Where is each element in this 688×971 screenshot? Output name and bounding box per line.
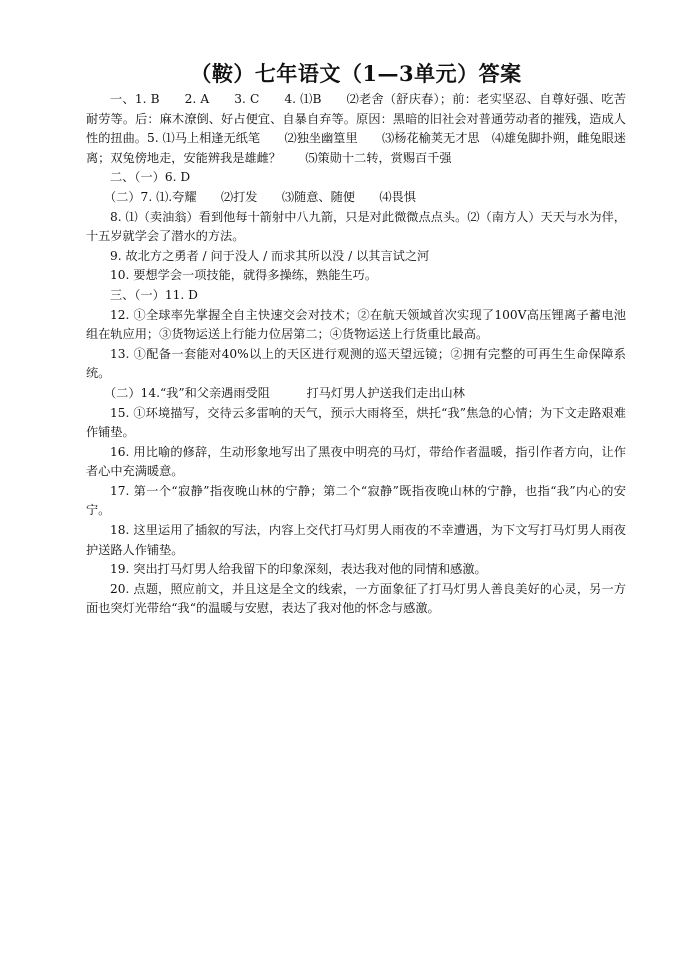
answer-12: 12. ①全球率先掌握全自主快速交会对技术；②在航天领域首次实现了100V高压锂离子蓄电池组在轨应用；③货物运送上行能力位居第二；④货物运送上行货重比最高。 bbox=[86, 307, 626, 342]
answer-8: 8. ⑴（卖油翁）看到他每十箭射中八九箭，只是对此微微点点头。⑵（南方人）天天与水为伴，十五岁就学会了潜水的方法。 bbox=[86, 209, 626, 244]
answer-13: 13. ①配备一套能对40%以上的天区进行观测的巡天望远镜；②拥有完整的可再生生命保障系统。 bbox=[86, 346, 626, 381]
answer-14: （二）14.“我”和父亲遇雨受阻 打马灯男人护送我们走出山林 bbox=[104, 385, 465, 400]
answer-19: 19. 突出打马灯男人给我留下的印象深刻，表达我对他的同情和感激。 bbox=[110, 562, 487, 577]
answer-20: 20. 点题，照应前文，并且这是全文的线索，一方面象征了打马灯男人善良美好的心灵，另一方面也突灯光带给“我“的温暖与安慰，表达了我对他的怀念与感激。 bbox=[86, 581, 626, 616]
answer-section-1: 一、1. B 2. A 3. C 4. ⑴B ⑵老舍（舒庆春）；前：老实坚忍、自尊好强、吃苦耐劳等。后：麻木潦倒、好占便宜、自暴自弃等。原因：黑暗的旧社会对普通劳动者的摧残，造成人性的扭曲。5. ⑴马上相逢无纸笔 ⑵独坐幽篁里 ⑶杨花榆荚无才思 ⑷雄兔脚扑朔，雌兔眼迷离；双兔傍地走，安能辨我是雄雌？ ⑸策勋十二转，赏赐百千强 bbox=[86, 92, 626, 165]
answer-17: 17. 第一个“寂静”指夜晚山林的宁静；第二个“寂静”既指夜晚山林的宁静，也指“我”内心的安宁。 bbox=[86, 483, 626, 518]
answer-section-2-part-2: （二）7. ⑴.夸耀 ⑵打发 ⑶随意、随便 ⑷畏惧 bbox=[104, 189, 416, 204]
answer-16: 16. 用比喻的修辞，生动形象地写出了黑夜中明亮的马灯，带给作者温暖，指引作者方向，让作者心中充满暖意。 bbox=[86, 444, 626, 479]
answer-section-2-part-1: 二、（一）6. D bbox=[110, 170, 191, 185]
answer-section-3-part-1: 三、（一）11. D bbox=[110, 287, 198, 302]
answer-18: 18. 这里运用了插叙的写法，内容上交代打马灯男人雨夜的不幸遭遇，为下文写打马灯男人雨夜护送路人作铺垫。 bbox=[86, 523, 626, 557]
answer-9: 9. 故北方之勇者 / 问于没人 / 而求其所以没 / 以其言试之河 bbox=[110, 248, 430, 263]
answer-10: 10. 要想学会一项技能，就得多操练，熟能生巧。 bbox=[110, 268, 378, 283]
answer-15: 15. ①环境描写，交待云多雷响的天气，预示大雨将至，烘托“我”焦急的心情；为下文走路艰难作铺垫。 bbox=[86, 405, 626, 440]
document-title: （鞍）七年语文（1—3单元）答案 bbox=[190, 61, 522, 86]
